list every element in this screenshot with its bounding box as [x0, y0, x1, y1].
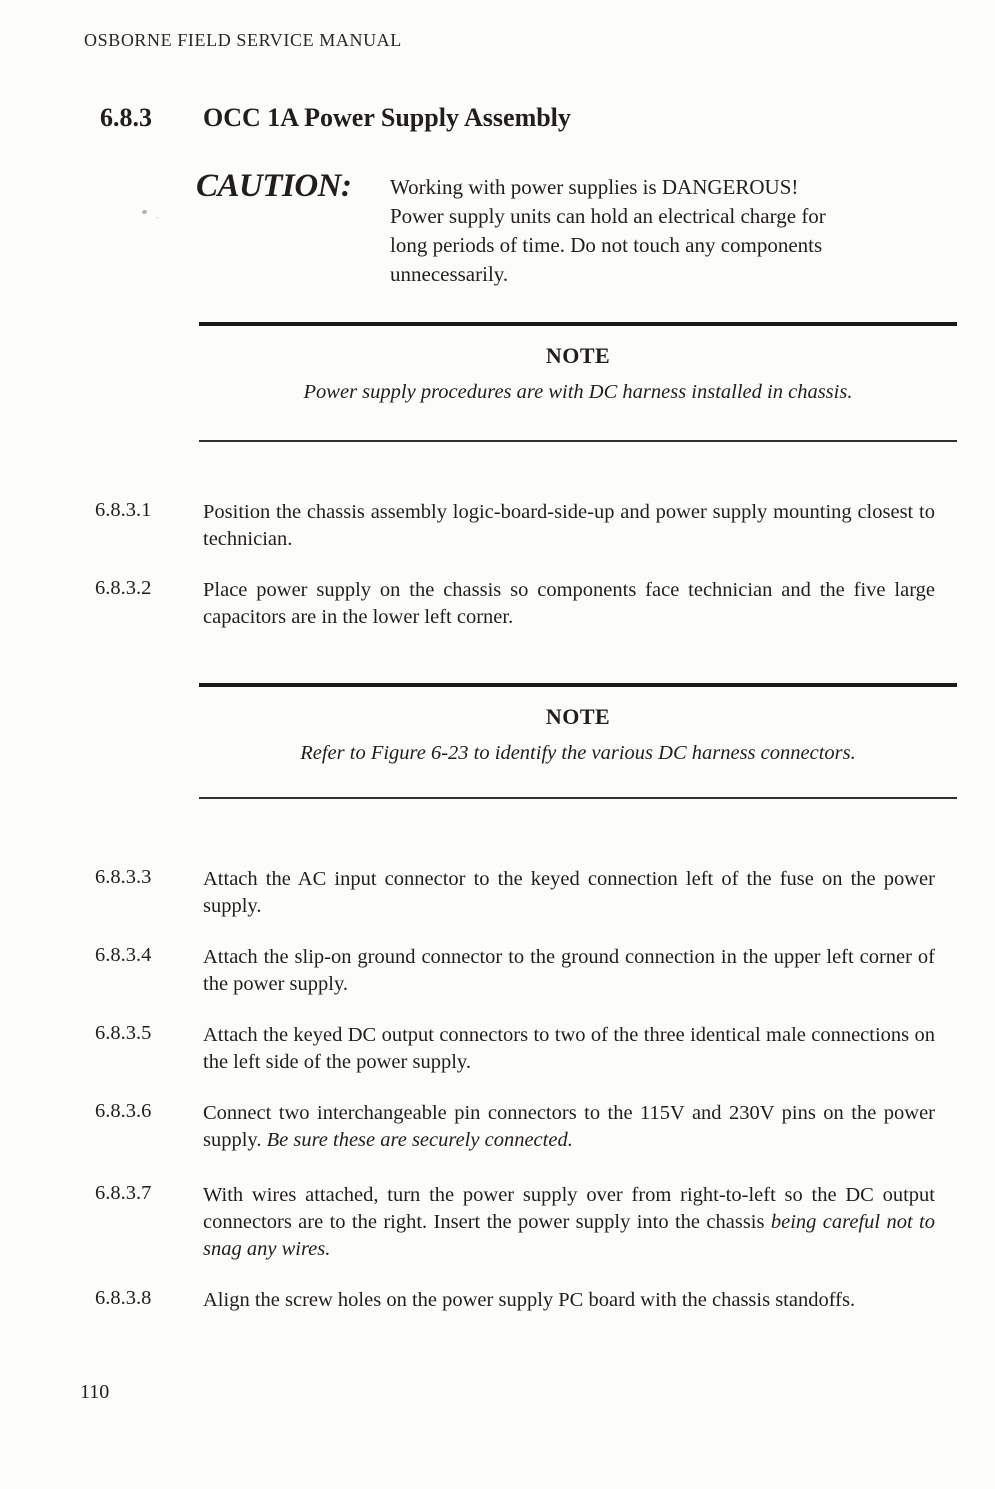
step-number: 6.8.3.4	[95, 944, 152, 966]
step-text-roman: Position the chassis assembly logic-board-side-up and power supply mounting closest to technician.	[203, 501, 935, 550]
running-header: OSBORNE FIELD SERVICE MANUAL	[84, 30, 402, 50]
caution-line: Power supply units can hold an electrical charge for	[390, 204, 826, 228]
note-label: NOTE	[545, 343, 611, 368]
step-text	[203, 1100, 935, 1154]
page-number: 110	[80, 1381, 110, 1403]
section-number: 6.8.3	[100, 103, 152, 132]
step-text-roman: Attach the slip-on ground connector to the ground connection in the upper left corner of the power supply.	[203, 946, 935, 995]
step-text	[203, 1182, 935, 1263]
caution-line: long periods of time. Do not touch any components	[390, 233, 823, 257]
step-text	[203, 866, 935, 920]
step-number: 6.8.3.1	[95, 499, 152, 521]
step-text-roman: Connect two interchangeable pin connectors to the 115V and 230V pins on the power supply.	[203, 1102, 935, 1151]
step-text	[203, 944, 935, 998]
step-number: 6.8.3.2	[95, 577, 152, 599]
caution-line: Working with power supplies is DANGEROUS!	[390, 175, 799, 199]
step-text-roman: With wires attached, turn the power supply over from right-to-left so the DC output connectors are to the right. Insert the power supply into the chassis	[203, 1184, 935, 1233]
step-text-roman: Align the screw holes on the power supply PC board with the chassis standoffs.	[203, 1289, 856, 1311]
step-text	[203, 577, 935, 631]
note-label: NOTE	[545, 704, 611, 729]
step-text-roman: Attach the AC input connector to the keyed connection left of the fuse on the power supply.	[203, 868, 935, 917]
step-number: 6.8.3.5	[95, 1022, 152, 1044]
caution-line: unnecessarily.	[390, 262, 509, 286]
caution-text	[390, 173, 950, 289]
note-box	[199, 683, 957, 799]
step-number: 6.8.3.3	[95, 866, 152, 888]
step-text-roman: Place power supply on the chassis so components face technician and the five large capacitors are in the lower left corner.	[203, 579, 935, 628]
section-title: OCC 1A Power Supply Assembly	[203, 103, 571, 132]
step-text	[203, 1022, 935, 1076]
step-text	[203, 499, 935, 553]
note-box	[199, 322, 957, 442]
step-text-roman: Attach the keyed DC output connectors to two of the three identical male connections on the left side of the power supply.	[203, 1024, 935, 1073]
step-text	[203, 1287, 935, 1314]
step-text-italic: being careful not to snag any wires.	[203, 1211, 935, 1260]
step-text-italic: Be sure these are securely connected.	[266, 1129, 573, 1151]
note-text: Refer to Figure 6-23 to identify the various DC harness connectors.	[300, 742, 856, 764]
step-number: 6.8.3.8	[95, 1287, 152, 1309]
note-text: Power supply procedures are with DC harness installed in chassis.	[303, 381, 853, 403]
caution-label: CAUTION:	[196, 168, 352, 204]
scan-artifact	[142, 209, 148, 214]
step-number: 6.8.3.6	[95, 1100, 152, 1122]
step-number: 6.8.3.7	[95, 1182, 152, 1204]
